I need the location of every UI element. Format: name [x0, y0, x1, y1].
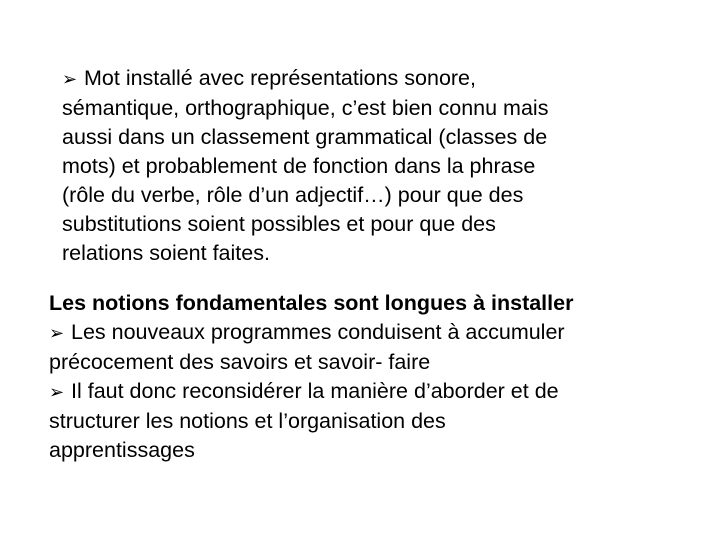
paragraph-line: relations soient faites. [62, 241, 270, 265]
section-heading: Les notions fondamentales sont longues à installer [49, 291, 574, 315]
arrow-bullet-icon: ➢ [49, 382, 65, 403]
paragraph-line: (rôle du verbe, rôle d’un adjectif…) pour que des [62, 183, 524, 207]
bullet-line: structurer les notions et l’organisation des [49, 409, 446, 433]
bullet-line [49, 377, 689, 407]
paragraph-line [62, 64, 662, 94]
line-text: Il faut donc reconsidérer la manière d’aborder et de [71, 379, 559, 403]
fundamental-notions-section [49, 289, 689, 465]
paragraph-line: sémantique, orthographique, c’est bien connu mais [62, 96, 549, 120]
bullet-line: apprentissages [49, 438, 195, 462]
paragraph-line: mots) et probablement de fonction dans la phrase [62, 154, 536, 178]
paragraph-line: aussi dans un classement grammatical (classes de [62, 125, 548, 149]
arrow-bullet-icon: ➢ [62, 69, 78, 90]
arrow-bullet-icon: ➢ [49, 323, 65, 344]
bullet-line [49, 318, 689, 348]
bullet-paragraph-word-installation [62, 64, 662, 268]
bullet-line: précocement des savoirs et savoir- faire [49, 350, 431, 374]
paragraph-line: substitutions soient possibles et pour que des [62, 212, 496, 236]
line-text: Les nouveaux programmes conduisent à accumuler [71, 320, 565, 344]
line-text: Mot installé avec représentations sonore, [84, 66, 476, 90]
